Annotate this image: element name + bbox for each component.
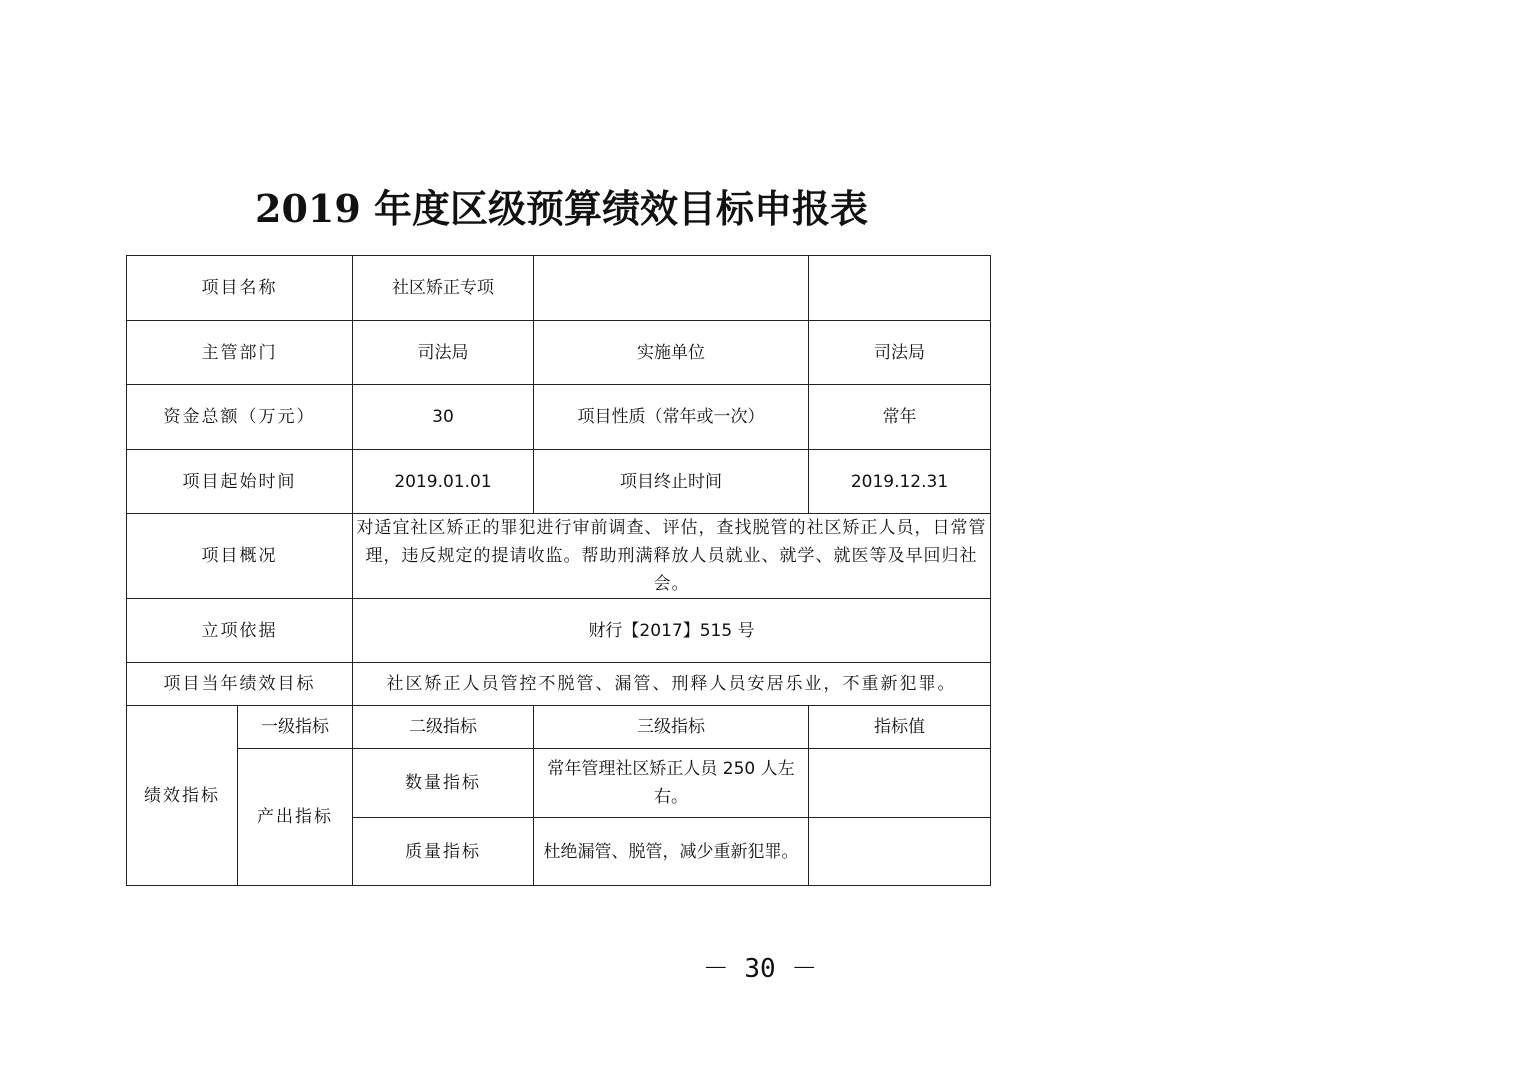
quality-indicator-value: [809, 818, 991, 886]
dept-label: 主管部门: [127, 321, 353, 385]
dept-value: 司法局: [353, 321, 534, 385]
basis-label: 立项依据: [127, 599, 353, 663]
row-project-name: [127, 256, 991, 321]
empty-cell: [809, 256, 991, 321]
nature-label: 项目性质（常年或一次）: [534, 385, 809, 450]
row-indicator-header: [127, 706, 991, 749]
row-dates: [127, 450, 991, 514]
page-number: － 30 －: [702, 954, 818, 984]
empty-cell: [534, 256, 809, 321]
value-header: 指标值: [809, 706, 991, 749]
level3-header: 三级指标: [534, 706, 809, 749]
start-label: 项目起始时间: [127, 450, 353, 514]
row-basis: [127, 599, 991, 663]
quality-indicator-label: 质量指标: [353, 818, 534, 886]
end-label: 项目终止时间: [534, 450, 809, 514]
budget-performance-form: [126, 255, 991, 886]
basis-value: 财行【2017】515 号: [353, 599, 991, 663]
impl-value: 司法局: [809, 321, 991, 385]
goal-label: 项目当年绩效目标: [127, 663, 353, 706]
quantity-indicator-value: [809, 749, 991, 818]
row-goal: [127, 663, 991, 706]
row-quantity-indicator: [127, 749, 991, 818]
quantity-indicator-text: 常年管理社区矫正人员 250 人左右。: [534, 749, 809, 818]
goal-value: 社区矫正人员管控不脱管、漏管、刑释人员安居乐业，不重新犯罪。: [353, 663, 991, 706]
output-indicator-label: 产出指标: [238, 749, 353, 886]
funds-value: 30: [353, 385, 534, 450]
funds-label: 资金总额（万元）: [127, 385, 353, 450]
quantity-indicator-label: 数量指标: [353, 749, 534, 818]
document-title: 2019 年度区级预算绩效目标申报表: [255, 186, 868, 231]
nature-value: 常年: [809, 385, 991, 450]
indicators-section-label: 绩效指标: [127, 706, 238, 886]
level2-header: 二级指标: [353, 706, 534, 749]
level1-header: 一级指标: [238, 706, 353, 749]
impl-label: 实施单位: [534, 321, 809, 385]
start-value: 2019.01.01: [353, 450, 534, 514]
overview-label: 项目概况: [127, 514, 353, 599]
quality-indicator-text: 杜绝漏管、脱管，减少重新犯罪。: [534, 818, 809, 886]
project-name-value: 社区矫正专项: [353, 256, 534, 321]
row-funds: [127, 385, 991, 450]
end-value: 2019.12.31: [809, 450, 991, 514]
overview-text: 对适宜社区矫正的罪犯进行审前调查、评估，查找脱管的社区矫正人员，日常管理，违反规定的提请收监。帮助刑满释放人员就业、就学、就医等及早回归社会。: [353, 514, 991, 599]
row-department: [127, 321, 991, 385]
project-name-label: 项目名称: [127, 256, 353, 321]
row-overview: [127, 514, 991, 599]
